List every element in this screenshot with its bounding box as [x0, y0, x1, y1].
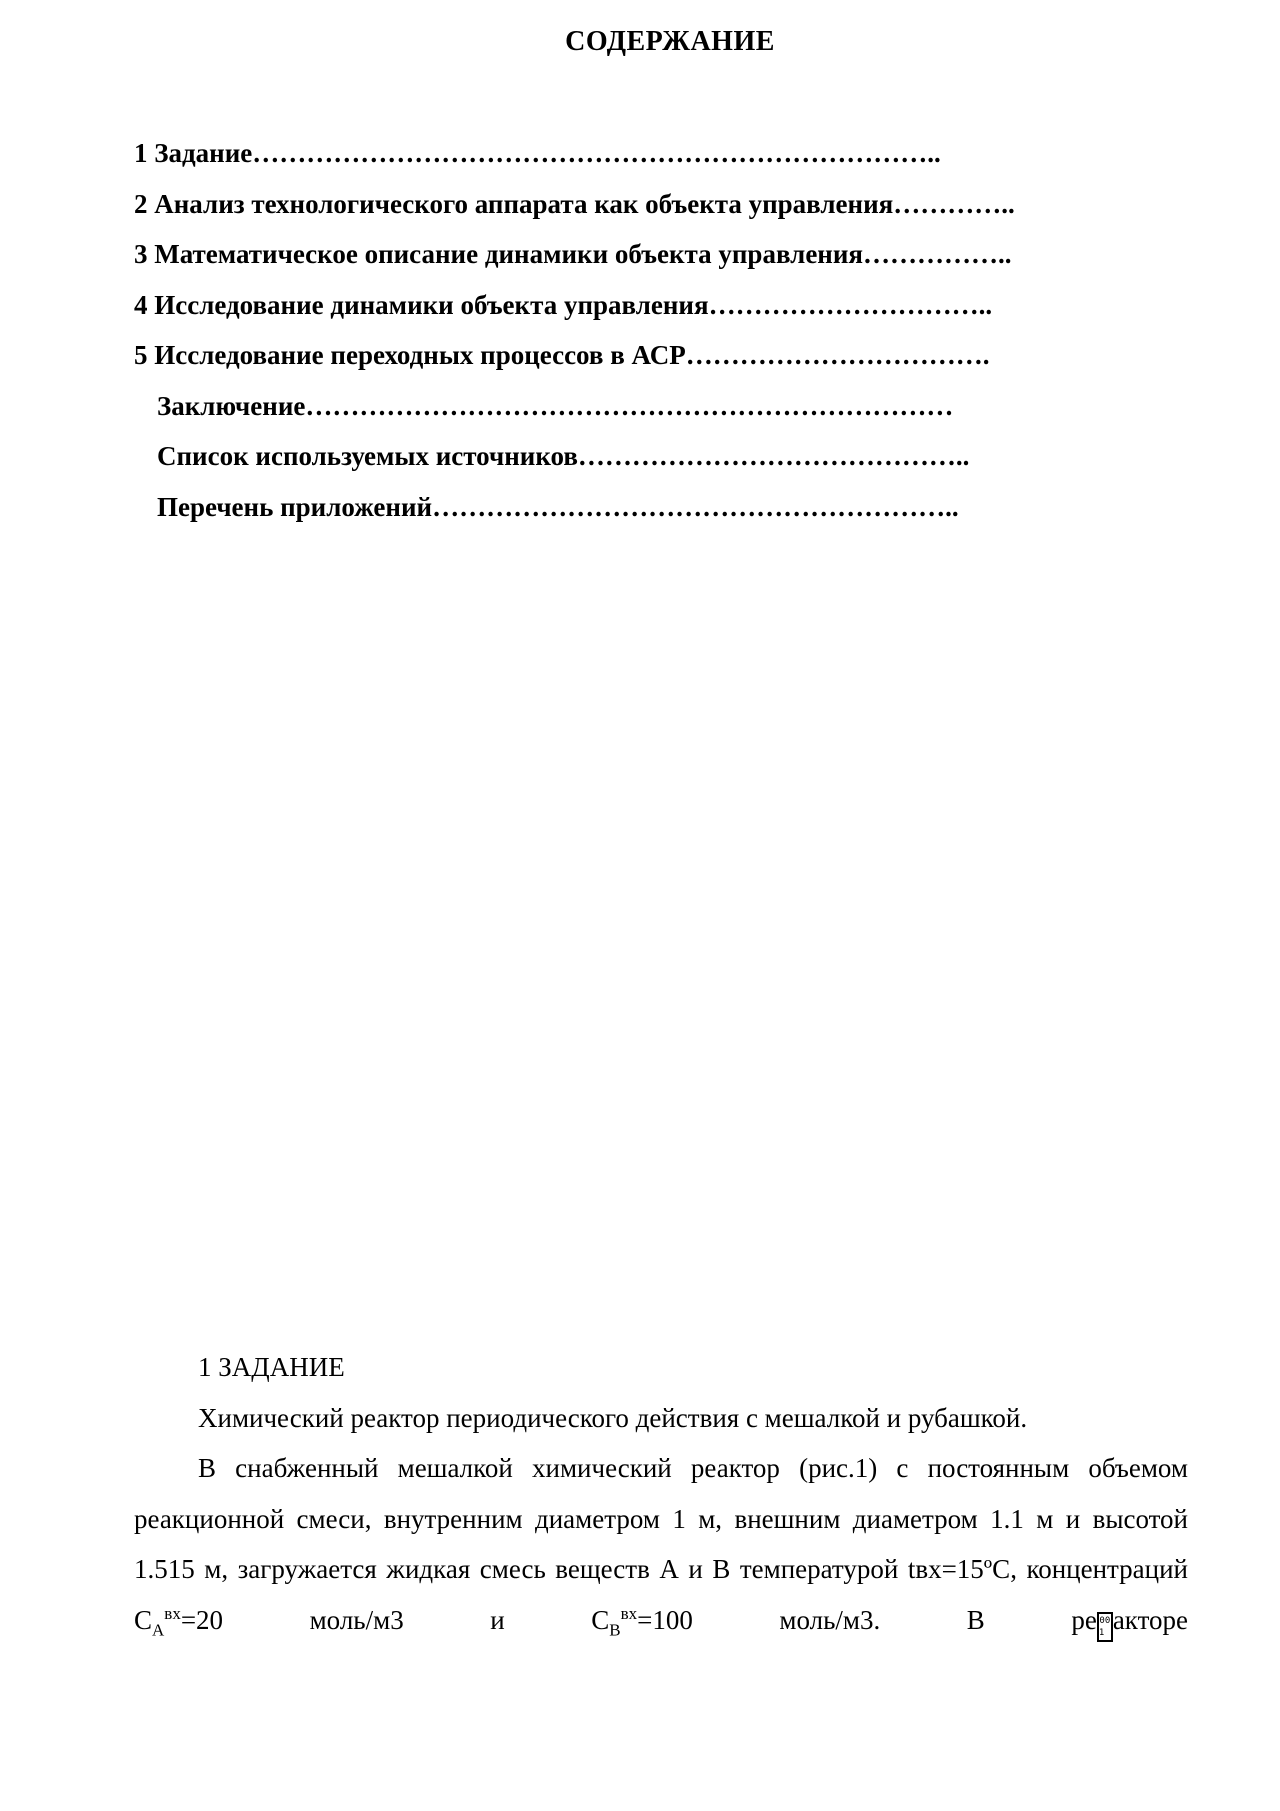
subscript-a: A: [152, 1619, 165, 1639]
superscript-b: вх: [620, 1603, 638, 1623]
body-text-mid-1: =20 моль/м3 и С: [180, 1604, 610, 1635]
section-heading: 1 ЗАДАНИЕ: [198, 1352, 345, 1382]
superscript-a: вх: [164, 1603, 181, 1623]
section-body-paragraph: [134, 1443, 1188, 1645]
table-of-contents: [134, 128, 1234, 532]
body-text-mid-2: =100 моль/м3. В ре: [637, 1604, 1097, 1635]
toc-title: СОДЕРЖАНИЕ: [565, 26, 775, 57]
toc-entry-sources: Список используемых источников……………………………………..: [157, 441, 970, 471]
missing-glyph-box: 00 1: [1097, 1612, 1113, 1642]
toc-entry-conclusion: Заключение………………………………………………………………: [157, 390, 954, 421]
toc-entry-2: 2 Анализ технологического аппарата как объекта управления…………..: [134, 188, 1015, 219]
toc-entry-3: 3 Математическое описание динамики объекта управления……………..: [134, 239, 1012, 269]
body-text-main: В снабженный мешалкой химический реактор (рис.1) с постоянным объемом реакционной смеси, внутренним диаметром 1 м, внешним диаметром 1.1 м и высотой 1.515 м, загружается жидкая смесь веществ А и В температурой tвх=15ºС, концентраций С: [134, 1453, 1188, 1635]
body-text-tail: акторе: [1112, 1604, 1189, 1635]
section-task: [134, 1342, 1188, 1645]
toc-entry-appendices: Перечень приложений…………………………………………………..: [157, 491, 959, 522]
toc-entry-1: 1 Задание…………………………………………………………………..: [134, 138, 941, 168]
toc-entry-4: 4 Исследование динамики объекта управления…………………………..: [134, 289, 993, 320]
section-subtitle: Химический реактор периодического действия с мешалкой и рубашкой.: [198, 1402, 1028, 1433]
toc-entry-5: 5 Исследование переходных процессов в АСР…………………………….: [134, 340, 990, 370]
subscript-b: B: [609, 1619, 621, 1639]
